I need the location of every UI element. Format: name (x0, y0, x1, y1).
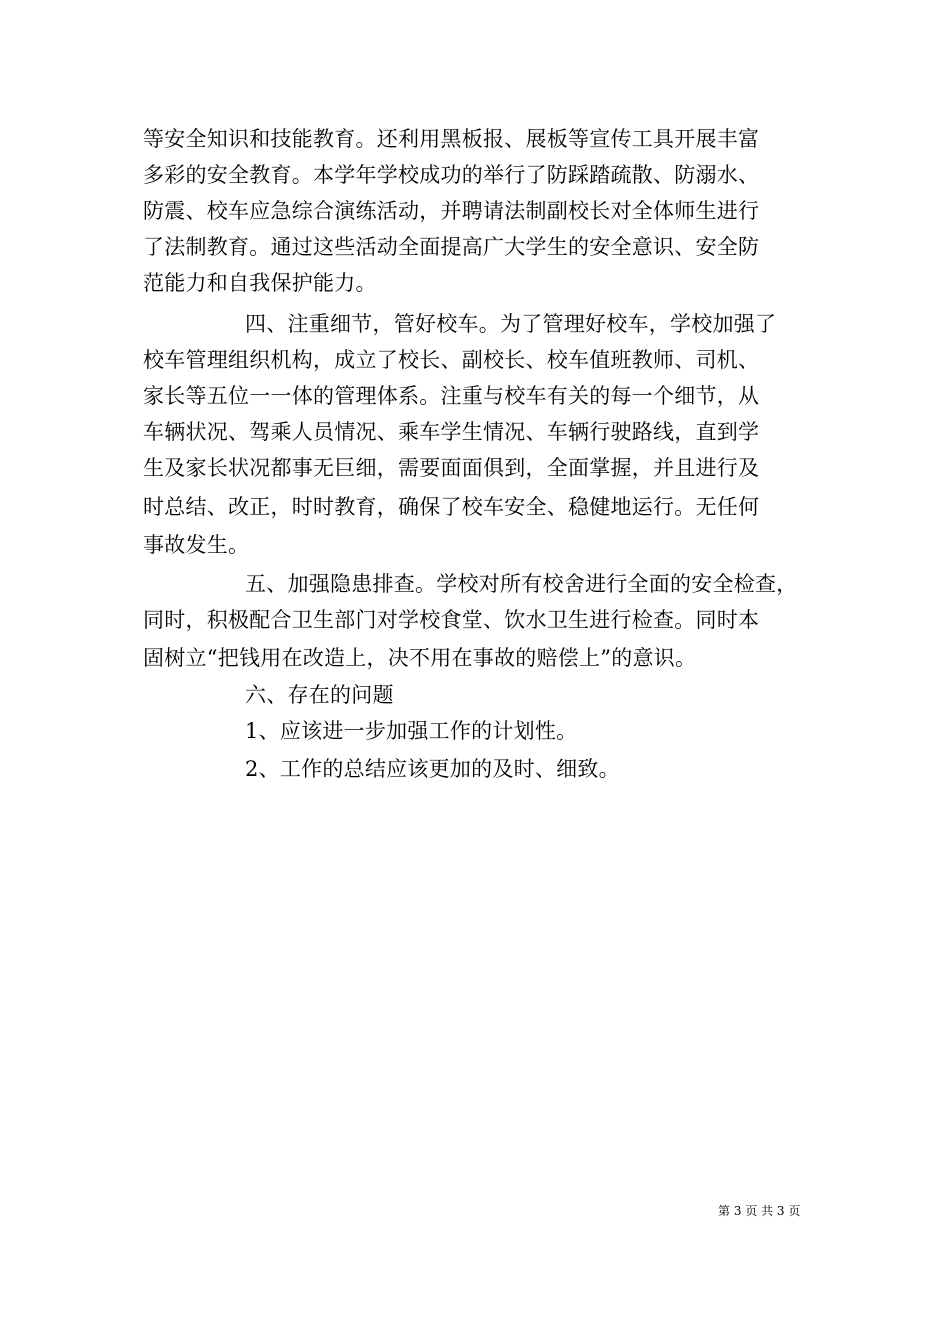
paragraph-first-line: 五、加强隐患排查。学校对所有校舍进行全面的安全检查， (245, 572, 798, 596)
paragraph-line: 时总结、改正，时时教育，确保了校车安全、稳健地运行。无任何 (143, 495, 760, 519)
problem-item: 1、应该进一步加强工作的计划性。 (245, 719, 578, 743)
paragraph-line: 了法制教育。通过这些活动全面提高广大学生的安全意识、安全防 (143, 235, 760, 259)
paragraph-line: 生及家长状况都事无巨细，需要面面俱到，全面掌握，并且进行及 (143, 456, 760, 480)
paragraph-line: 等安全知识和技能教育。还利用黑板报、展板等宣传工具开展丰富 (143, 127, 760, 151)
paragraph-line: 车辆状况、驾乘人员情况、乘车学生情况、车辆行驶路线，直到学 (143, 420, 760, 444)
paragraph-first-line: 四、注重细节，管好校车。为了管理好校车，学校加强了 (245, 312, 777, 336)
paragraph-line: 防震、校车应急综合演练活动，并聘请法制副校长对全体师生进行 (143, 199, 760, 223)
paragraph-line: 同时，积极配合卫生部门对学校食堂、饮水卫生进行检查。同时本 (143, 608, 760, 632)
section-heading: 六、存在的问题 (245, 683, 394, 707)
paragraph-line: 家长等五位一一体的管理体系。注重与校车有关的每一个细节，从 (143, 384, 760, 408)
page-number-footer: 第 3 页 共 3 页 (718, 1204, 801, 1218)
paragraph-line: 多彩的安全教育。本学年学校成功的举行了防踩踏疏散、防溺水、 (143, 163, 760, 187)
paragraph-line: 范能力和自我保护能力。 (143, 271, 377, 295)
paragraph-line: 固树立“把钱用在改造上，决不用在事故的赔偿上”的意识。 (143, 646, 697, 670)
problem-item: 2、工作的总结应该更加的及时、细致。 (245, 757, 620, 781)
paragraph-line: 事故发生。 (143, 533, 250, 557)
paragraph-line: 校车管理组织机构，成立了校长、副校长、校车值班教师、司机、 (143, 348, 760, 372)
